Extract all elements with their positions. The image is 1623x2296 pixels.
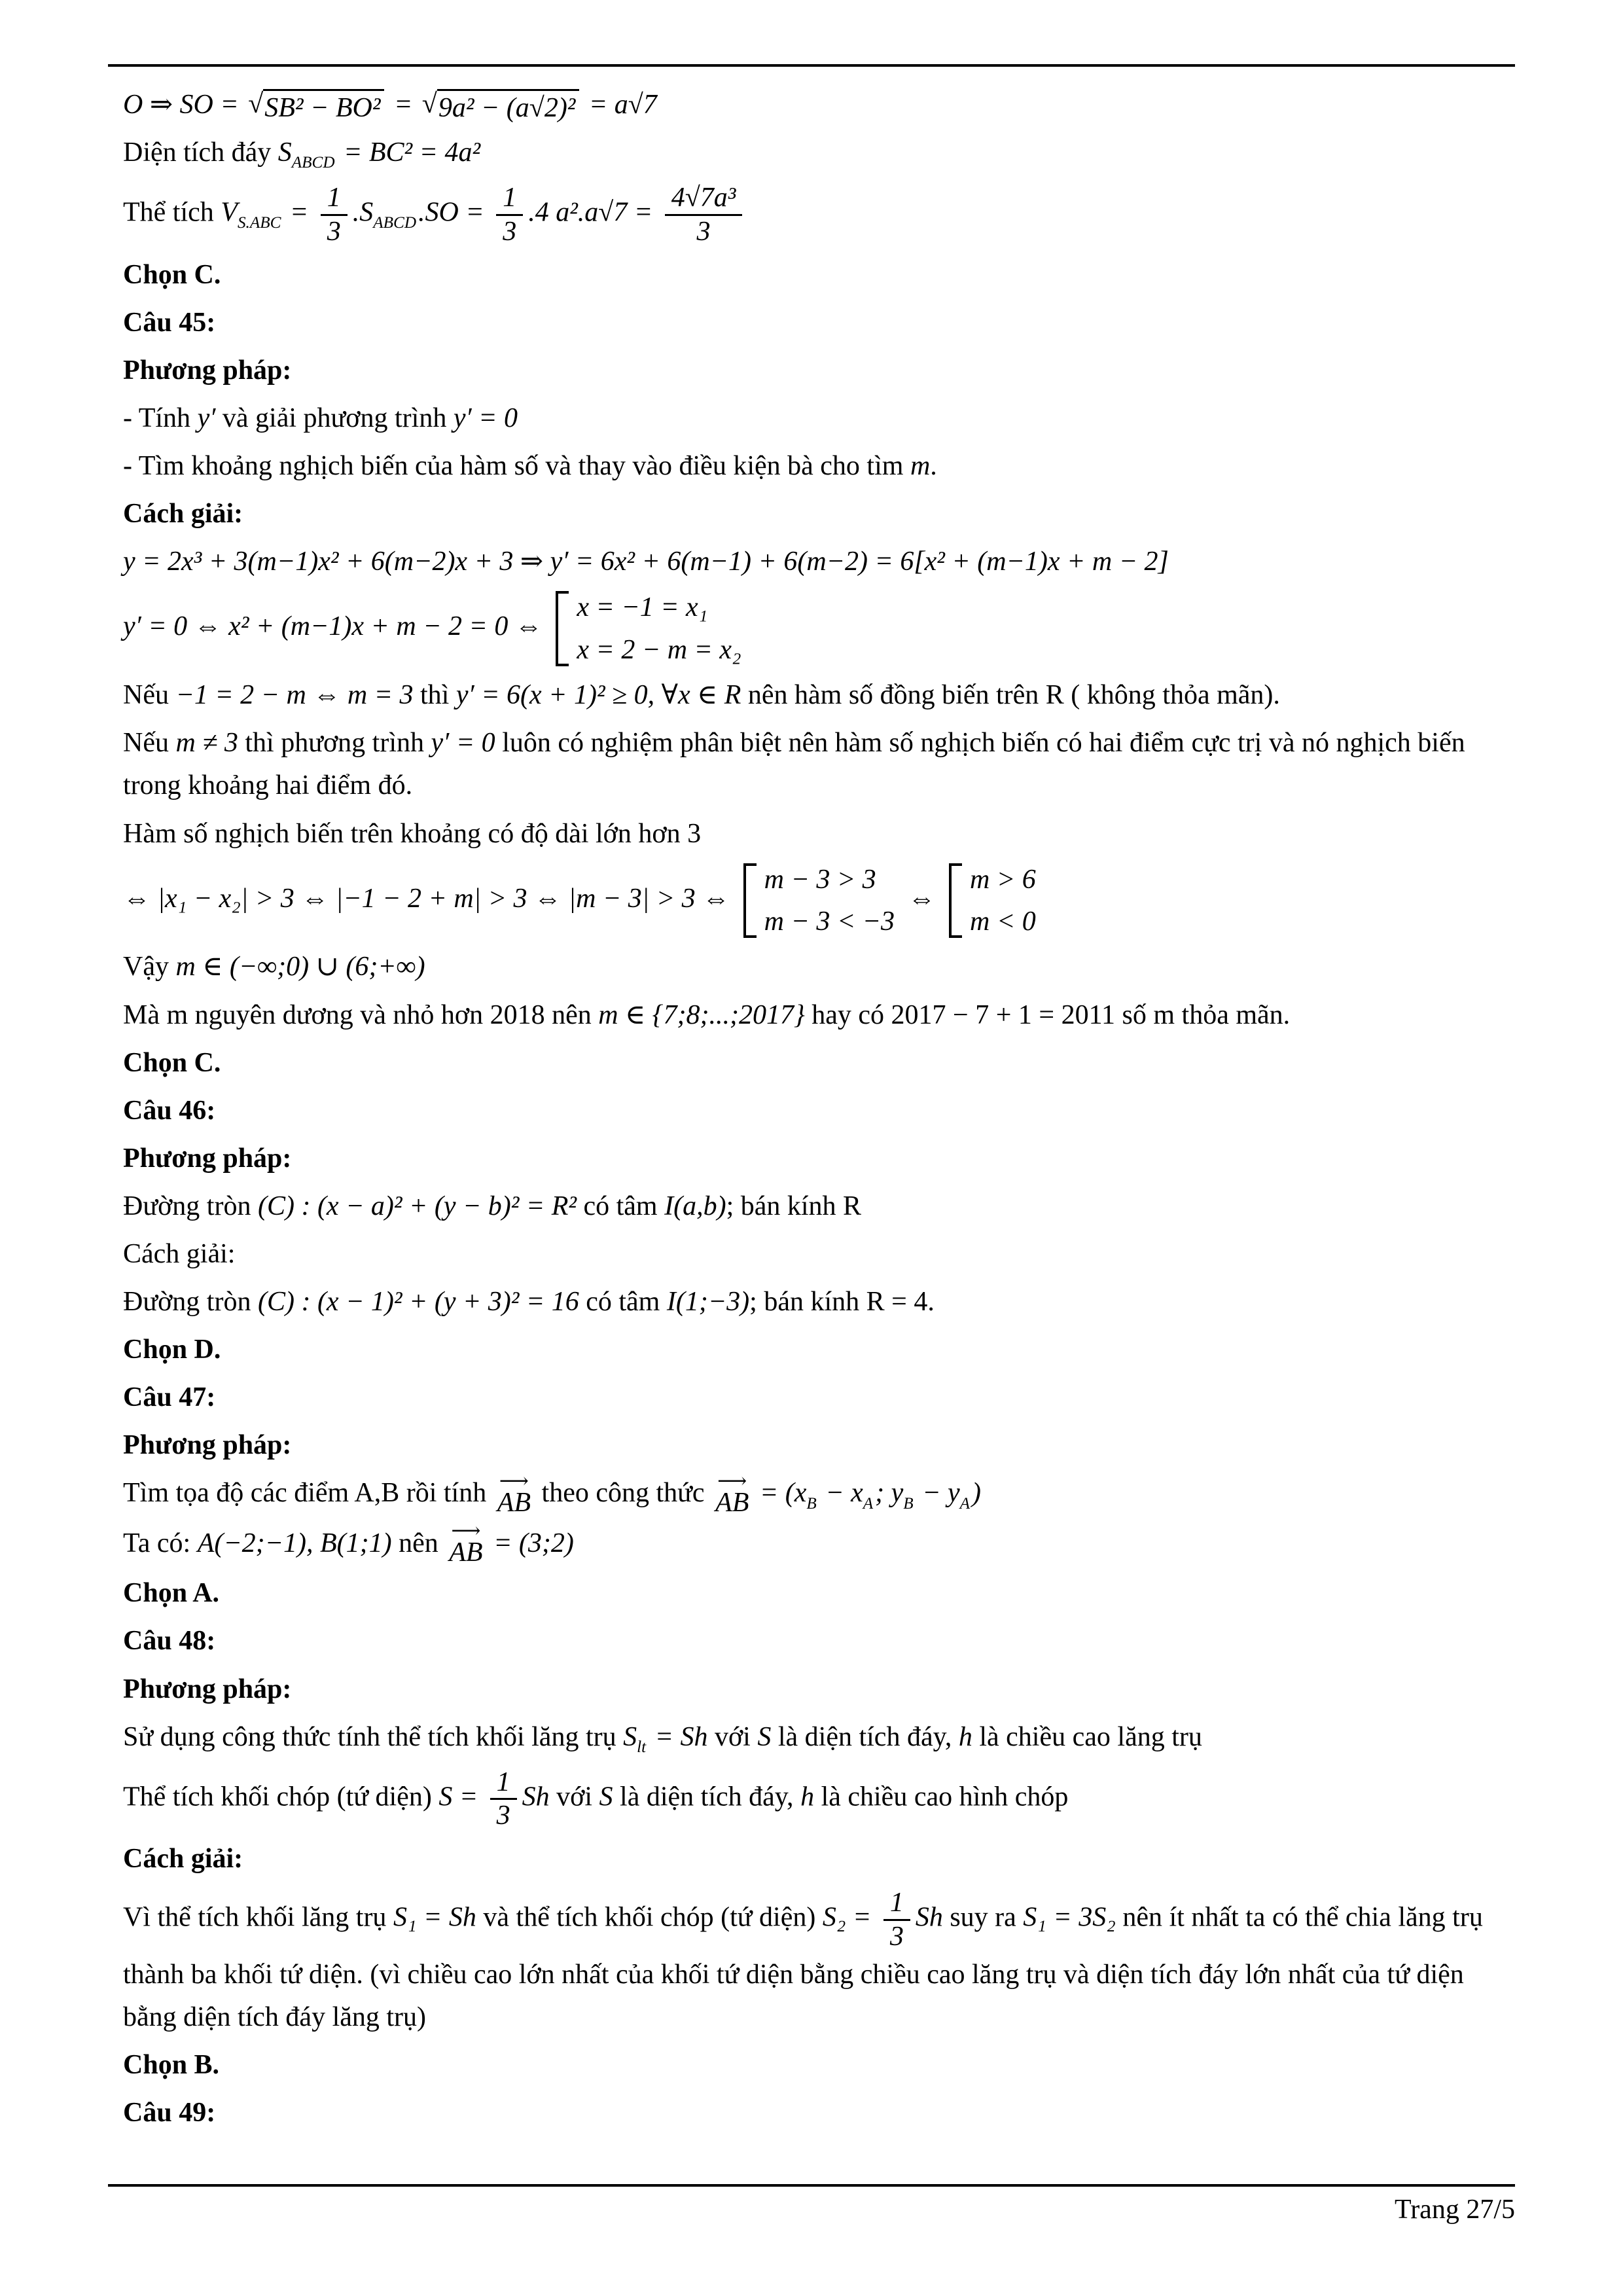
header-rule (108, 64, 1515, 67)
math-run: h (800, 1782, 815, 1812)
fraction (883, 1887, 910, 1952)
text-run: Câu 48: (123, 1626, 216, 1657)
math-run: y′ = 6(x + 1)² ≥ 0, ∀x ∈ R (455, 680, 741, 711)
text-line (123, 1185, 1513, 1228)
text-run: Chọn B. (123, 2050, 220, 2081)
fraction-numerator: 1 (321, 182, 348, 215)
case-row: m > 6 (970, 864, 1036, 895)
math-run: .4 a².a√7 = (528, 197, 660, 228)
vector-arrow: ⟶ (451, 1519, 481, 1543)
text-run: theo công thức (535, 1478, 712, 1509)
text-run: là chiều cao hình chóp (814, 1782, 1069, 1812)
text-run: Nếu (123, 680, 176, 711)
heading-line (123, 1668, 1513, 1711)
text-run: là diện tích đáy, (613, 1782, 801, 1812)
text-line (123, 1765, 1513, 1833)
text-run: và thể tích khối chóp (tứ diện) (476, 1902, 823, 1933)
text-run: Hàm số nghịch biến trên khoảng có độ dài lớn hơn 3 (123, 818, 702, 849)
text-run: và giải phương trình (215, 403, 454, 434)
math-run: Sh (915, 1902, 943, 1933)
heading-line (123, 1424, 1513, 1467)
math-run: S₁ = 3S₂ (1023, 1902, 1116, 1933)
case-row: m < 0 (970, 906, 1036, 937)
math-run: −1 = 2 − m ⇔ m = 3 (175, 680, 414, 711)
math-run: O ⇒ SO = (123, 90, 246, 120)
text-run: có tâm (579, 1287, 667, 1318)
text-run: Chọn C. (123, 1047, 221, 1078)
text-run: Ta có: (123, 1528, 198, 1558)
text-line (123, 84, 1513, 126)
heading-line (123, 1620, 1513, 1662)
fraction-denominator: 3 (503, 216, 517, 247)
math-run: S₂ = (822, 1902, 878, 1933)
heading-line (123, 254, 1513, 296)
math-run: = (387, 90, 419, 120)
math-run: A(−2;−1), B(1;1) (197, 1528, 392, 1558)
math-run: h (958, 1721, 972, 1752)
heading-line (123, 1838, 1513, 1880)
math-run: I(a,b) (664, 1191, 726, 1221)
math-run: I(1;−3) (666, 1287, 750, 1318)
case-row: m − 3 < −3 (764, 906, 895, 937)
text-run: Đường tròn (123, 1191, 258, 1221)
text-run: Phương pháp: (123, 1430, 292, 1461)
text-run: Mà m nguyên dương và nhỏ hơn 2018 nên (123, 999, 599, 1030)
subscript: A (863, 1494, 874, 1513)
math-run: = (3;2) (486, 1528, 574, 1558)
math-run: V (221, 197, 238, 228)
text-run: Đường tròn (123, 1287, 258, 1318)
square-root (248, 89, 384, 126)
math-run: S (623, 1721, 637, 1752)
math-run: S (277, 137, 292, 168)
text-run: Cách giải: (123, 1844, 243, 1874)
text-line (123, 722, 1513, 807)
square-root (422, 89, 580, 126)
heading-line (123, 1376, 1513, 1419)
text-run: Chọn C. (123, 259, 221, 290)
math-run: (C) : (x − 1)² + (y + 3)² = 16 (257, 1287, 579, 1318)
fraction (496, 182, 523, 247)
text-line (123, 674, 1513, 717)
text-line (123, 1886, 1513, 2039)
fraction (665, 182, 743, 247)
text-run: Vậy (123, 952, 176, 982)
text-run: nên ít nhất ta có thể chia lăng trụ thành ba khối tứ diện. (vì chiều cao lớn nhất của khối tứ diện bằng chiều cao lăng trụ và diện tích đáy lớn nhất của tứ diện bằng diện tích đáy lăng trụ) (123, 1902, 1483, 2033)
text-run: Cách giải: (123, 1238, 236, 1269)
text-run: có tâm (576, 1191, 665, 1221)
text-run: Cách giải: (123, 499, 243, 529)
text-run: luôn có nghiệm phân biệt nên hàm số nghịch biến có hai điểm cực trị và nó nghịch biến trong khoảng hai điểm đó. (123, 728, 1465, 801)
subscript: A (959, 1494, 971, 1513)
text-run: ; bán kính R = 4. (749, 1287, 935, 1318)
radical-sign: √ (248, 89, 264, 119)
heading-line (123, 302, 1513, 344)
cases-stack (577, 591, 741, 666)
math-run: ⇔ (901, 883, 943, 914)
text-run: thì (413, 680, 456, 711)
math-run: .S (352, 197, 374, 228)
text-run: Nếu (123, 728, 176, 759)
text-line (123, 1233, 1513, 1276)
text-line (123, 132, 1513, 175)
text-run: Diện tích đáy (123, 137, 278, 168)
text-run: Vì thể tích khối lăng trụ (123, 1902, 393, 1933)
text-run: Thể tích khối chóp (tứ diện) (123, 1782, 439, 1812)
vector-arrow: ⟶ (717, 1469, 747, 1492)
math-run: m ≠ 3 (175, 728, 238, 759)
text-line (123, 994, 1513, 1037)
math-run: .SO = (418, 197, 491, 228)
text-run: thì phương trình (238, 728, 431, 759)
math-run: S₁ = Sh (393, 1902, 476, 1933)
fraction-numerator: 1 (496, 182, 523, 215)
text-run: Phương pháp: (123, 355, 292, 386)
text-line (123, 445, 1513, 488)
text-run: Phương pháp: (123, 1143, 292, 1174)
footer-page-number: Trang 27/5 (1395, 2195, 1515, 2225)
text-run: - Tìm khoảng nghịch biến của hàm số và thay vào điều kiện bà cho tìm (123, 451, 910, 482)
text-run: . (930, 451, 937, 482)
text-run: Tìm tọa độ các điểm A,B rồi tính (123, 1478, 493, 1509)
text-run: Câu 47: (123, 1382, 216, 1413)
text-line (123, 588, 1513, 669)
text-run: Thể tích (123, 197, 221, 228)
math-run: = (x (753, 1478, 807, 1509)
fraction-denominator: 3 (696, 216, 711, 247)
case-row: m − 3 > 3 (764, 864, 876, 895)
vector (715, 1469, 749, 1518)
fraction-denominator: 3 (889, 1921, 904, 1952)
text-line (123, 181, 1513, 249)
math-run: (C) : (x − a)² + (y − b)² = R² (257, 1191, 577, 1221)
text-run: với (549, 1782, 599, 1812)
left-bracket (743, 863, 757, 939)
math-run: − x (818, 1478, 863, 1509)
subscript: S.ABC (237, 213, 281, 232)
fraction-numerator: 1 (883, 1887, 910, 1920)
math-run: y = 2x³ + 3(m−1)x² + 6(m−2)x + 3 ⇒ y′ = 6x² + 6(m−1) + 6(m−2) = 6[x² + (m−1)x + m − 2] (123, 547, 1169, 577)
fraction (490, 1767, 517, 1832)
text-line (123, 813, 1513, 855)
math-run: = Sh (648, 1721, 708, 1752)
text-run: ; bán kính R (726, 1191, 862, 1221)
heading-line (123, 1329, 1513, 1371)
bracket-cases (949, 863, 1036, 939)
text-line (123, 1519, 1513, 1568)
subscript: ABCD (291, 154, 335, 172)
math-run: y′ (197, 403, 216, 434)
vector-name: AB (497, 1487, 531, 1518)
text-run: hay có 2017 − 7 + 1 = 2011 số m thỏa mãn. (804, 999, 1291, 1030)
radicand: SB² − BO² (263, 89, 384, 126)
heading-line (123, 350, 1513, 392)
case-row: x = −1 = x₁ (577, 592, 708, 623)
math-run: y′ = 0 ⇔ x² + (m−1)x + m − 2 = 0 ⇔ (123, 611, 550, 642)
heading-line (123, 1138, 1513, 1180)
radical-sign: √ (421, 89, 437, 119)
text-run: - Tính (123, 403, 198, 434)
bracket-cases (743, 863, 895, 939)
text-line (123, 1469, 1513, 1518)
math-run: − y (915, 1478, 960, 1509)
math-run: S (757, 1721, 772, 1752)
bracket-cases (556, 591, 741, 666)
text-line (123, 397, 1513, 440)
subscript: lt (637, 1738, 647, 1756)
text-run: Câu 46: (123, 1095, 216, 1126)
fraction-numerator: 1 (490, 1767, 517, 1800)
vector (449, 1519, 483, 1568)
heading-line (123, 1042, 1513, 1085)
math-run: y′ = 0 (431, 728, 495, 759)
math-run: m ∈ (−∞;0) ∪ (6;+∞) (175, 952, 425, 982)
text-run: nên (391, 1528, 446, 1558)
text-line (123, 1281, 1513, 1323)
vector-arrow: ⟶ (499, 1469, 529, 1492)
math-run: Sh (522, 1782, 550, 1812)
text-run: Chọn D. (123, 1335, 221, 1365)
case-row: x = 2 − m = x₂ (577, 634, 741, 665)
text-run: với (707, 1721, 758, 1752)
text-run: Câu 45: (123, 307, 216, 338)
text-run: Sử dụng công thức tính thể tích khối lăng trụ (123, 1721, 624, 1752)
text-run: là diện tích đáy, (771, 1721, 959, 1752)
math-run: = (283, 197, 315, 228)
cases-stack (970, 863, 1036, 939)
left-bracket (949, 863, 962, 939)
footer-rule (108, 2184, 1515, 2187)
radicand: 9a² − (a√2)² (437, 89, 580, 126)
heading-line (123, 1572, 1513, 1615)
math-run: ; y (875, 1478, 904, 1509)
text-run: Phương pháp: (123, 1674, 292, 1704)
text-run: Chọn A. (123, 1578, 220, 1609)
math-run: S = (438, 1782, 485, 1812)
vector-name: AB (449, 1537, 483, 1568)
math-run: m (910, 451, 931, 482)
subscript: B (806, 1494, 817, 1513)
math-run: ) (972, 1478, 982, 1509)
vector (497, 1469, 531, 1518)
heading-line (123, 2092, 1513, 2134)
text-line (123, 946, 1513, 988)
fraction-denominator: 3 (496, 1801, 510, 1831)
text-line (123, 861, 1513, 941)
math-run: = a√7 (582, 90, 657, 120)
vector-name: AB (715, 1487, 749, 1518)
cases-stack (764, 863, 895, 939)
text-run: suy ra (942, 1902, 1024, 1933)
fraction (321, 182, 348, 247)
math-run: m ∈ {7;8;...;2017} (598, 999, 805, 1030)
text-line (123, 541, 1513, 583)
fraction-numerator: 4√7a³ (665, 182, 743, 215)
heading-line (123, 1090, 1513, 1132)
heading-line (123, 2044, 1513, 2087)
math-run: y′ = 0 (453, 403, 518, 434)
fraction-denominator: 3 (327, 216, 341, 247)
math-run: S (599, 1782, 613, 1812)
text-run: nên hàm số đồng biến trên R ( không thỏa mãn). (741, 680, 1280, 711)
heading-line (123, 493, 1513, 535)
subscript: ABCD (373, 213, 417, 232)
left-bracket (556, 591, 569, 666)
math-run: ⇔ |x₁ − x₂| > 3 ⇔ |−1 − 2 + m| > 3 ⇔ |m − 3| > 3 ⇔ (123, 883, 737, 914)
text-run: là chiều cao lăng trụ (972, 1721, 1202, 1752)
math-run: = BC² = 4a² (336, 137, 481, 168)
text-line (123, 1716, 1513, 1760)
subscript: B (903, 1494, 914, 1513)
solution-text (123, 84, 1513, 2140)
text-run: Câu 49: (123, 2098, 216, 2128)
